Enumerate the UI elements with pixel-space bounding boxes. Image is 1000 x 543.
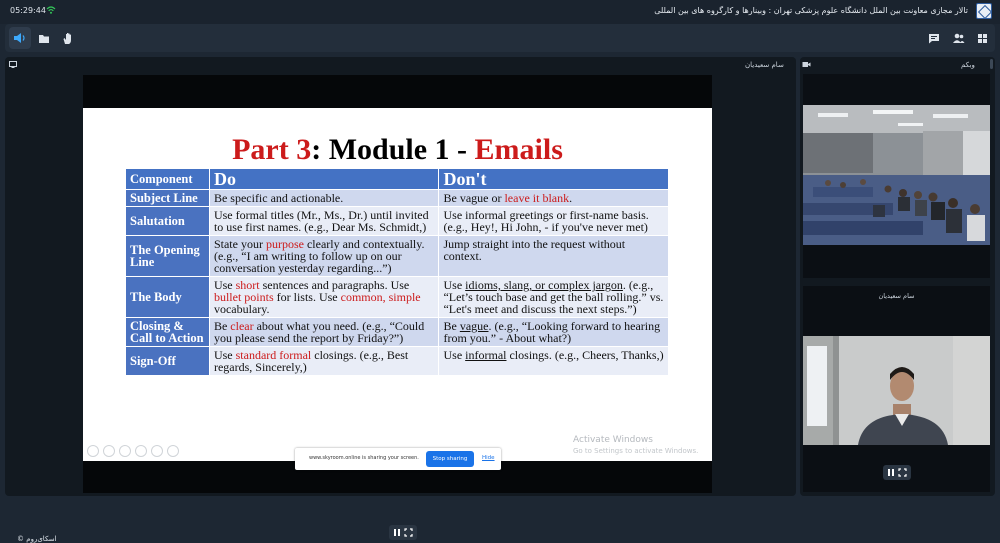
cell-text-segment: Jump straight into the request without context. bbox=[443, 237, 626, 263]
cell-text-segment: idioms, slang, or complex jargon bbox=[465, 278, 623, 292]
table-header-row bbox=[126, 169, 669, 190]
cell-text-segment: vague bbox=[459, 319, 489, 333]
row-do-cell bbox=[209, 207, 439, 236]
cell-text-segment: Use bbox=[213, 278, 236, 292]
screen-share-notification bbox=[295, 448, 501, 470]
email-guidelines-table bbox=[125, 168, 669, 376]
cell-text-segment: for lists. Use bbox=[273, 290, 341, 304]
table-body bbox=[126, 190, 669, 376]
row-component: The Body bbox=[126, 277, 210, 318]
brand-label: © اسکای‌روم bbox=[17, 535, 57, 543]
header-component: Component bbox=[126, 169, 210, 190]
pause-icon[interactable] bbox=[887, 468, 895, 477]
table-row bbox=[126, 236, 669, 277]
cell-text-segment: . (e.g., “Looking forward to hearing from you.” - About what?) bbox=[443, 319, 661, 345]
row-do-cell bbox=[209, 318, 439, 347]
header-dont: Don't bbox=[439, 169, 669, 190]
cell-text-segment: vocabulary. bbox=[213, 302, 270, 316]
room-title: تالار مجازی معاونت بین الملل دانشگاه علوم پزشکی تهران : وبینارها و کارگروه های بین المللی bbox=[654, 6, 968, 15]
presenter-video bbox=[803, 336, 990, 445]
row-do-cell bbox=[209, 190, 439, 207]
header-do: Do bbox=[209, 169, 439, 190]
presenter-name: سام سعیدیان bbox=[745, 61, 784, 69]
cell-text-segment: leave it blank bbox=[504, 191, 570, 205]
presentation-panel-header bbox=[5, 57, 796, 73]
row-do-cell bbox=[209, 236, 439, 277]
table-row bbox=[126, 347, 669, 376]
slides-icon[interactable] bbox=[135, 445, 147, 457]
cell-text-segment: common, simple bbox=[340, 290, 421, 304]
webcam-panel bbox=[800, 57, 995, 496]
cell-text-segment: standard formal bbox=[235, 348, 312, 362]
shared-screen bbox=[83, 75, 712, 493]
cell-text-segment: State your bbox=[213, 237, 266, 251]
speaker-button[interactable] bbox=[9, 27, 31, 49]
cell-text-segment: Be bbox=[443, 319, 460, 333]
pen-icon[interactable] bbox=[119, 445, 131, 457]
panel-menu-icon[interactable] bbox=[990, 59, 993, 69]
hand-icon bbox=[62, 32, 74, 45]
table-row bbox=[126, 277, 669, 318]
connection-icon bbox=[46, 5, 56, 15]
cell-text-segment: Use formal titles (Mr., Ms., Dr.) until invited to use first names. (e.g., Dear Ms. Schmidt,) bbox=[213, 208, 429, 234]
table-row bbox=[126, 207, 669, 236]
more-icon[interactable] bbox=[167, 445, 179, 457]
top-bar bbox=[0, 0, 1000, 24]
fullscreen-icon[interactable] bbox=[898, 468, 907, 477]
cell-text-segment: clearly and contextually. (e.g., “I am writing to follow up on our conversation yesterday regarding...”) bbox=[213, 237, 425, 275]
cell-text-segment: Be vague or bbox=[443, 191, 505, 205]
hide-link[interactable]: Hide bbox=[482, 455, 495, 461]
cell-text-segment: bullet points bbox=[213, 290, 274, 304]
raise-hand-button[interactable] bbox=[57, 27, 79, 49]
activate-windows-title: Activate Windows bbox=[573, 435, 653, 445]
cell-text-segment: Be specific and actionable. bbox=[213, 191, 344, 205]
slide-title bbox=[83, 133, 712, 167]
sharing-message: www.skyroom.online is sharing your screen. bbox=[309, 455, 419, 461]
row-component: Salutation bbox=[126, 207, 210, 236]
row-do-cell bbox=[209, 277, 439, 318]
cell-text-segment: . (e.g., “Let’s touch base and get the ball rolling.” vs. “Let's meet and discuss the next steps.”) bbox=[443, 278, 664, 316]
row-dont-cell bbox=[439, 318, 669, 347]
cell-text-segment: . bbox=[569, 191, 573, 205]
cell-text-segment: Use informal greetings or first-name basis. (e.g., Hey!, Hi John, - if you've never met) bbox=[443, 208, 649, 234]
slide-next-icon[interactable] bbox=[103, 445, 115, 457]
row-dont-cell bbox=[439, 207, 669, 236]
table-row bbox=[126, 318, 669, 347]
webcam-feed-2 bbox=[803, 286, 990, 492]
row-component: Sign-Off bbox=[126, 347, 210, 376]
cell-text-segment: sentences and paragraphs. Use bbox=[259, 278, 410, 292]
presenter-image bbox=[803, 336, 990, 445]
clock-time: 05:29:44 bbox=[10, 6, 46, 15]
cell-text-segment: informal bbox=[465, 348, 507, 362]
cell-text-segment: about what you need. (e.g., “Could you please send the report by Friday?”) bbox=[213, 319, 425, 345]
row-component: The Opening Line bbox=[126, 236, 210, 277]
cell-text-segment: closings. (e.g., Cheers, Thanks,) bbox=[506, 348, 664, 362]
row-component: Closing & Call to Action bbox=[126, 318, 210, 347]
slide-controls bbox=[87, 445, 179, 459]
speaker-icon bbox=[13, 32, 27, 44]
webcam-controls bbox=[883, 465, 911, 480]
lecture-hall-image bbox=[803, 105, 990, 245]
slide-prev-icon[interactable] bbox=[87, 445, 99, 457]
lecture-hall-video bbox=[803, 105, 990, 245]
chat-button[interactable] bbox=[923, 27, 945, 49]
cell-text-segment: purpose bbox=[265, 237, 304, 251]
chat-icon bbox=[928, 33, 940, 44]
fullscreen-icon[interactable] bbox=[404, 528, 413, 537]
pause-icon[interactable] bbox=[393, 528, 401, 537]
cell-text-segment: clear bbox=[230, 319, 254, 333]
grid-icon bbox=[977, 33, 988, 44]
zoom-icon[interactable] bbox=[151, 445, 163, 457]
toolbar bbox=[5, 24, 995, 52]
presentation-panel bbox=[5, 57, 796, 543]
row-dont-cell bbox=[439, 347, 669, 376]
users-button[interactable] bbox=[947, 27, 969, 49]
slide-title-emails: Emails bbox=[474, 133, 563, 166]
slide-title-part: Part 3 bbox=[232, 133, 312, 166]
cell-text-segment: closings. (e.g., Best regards, Sincerely,) bbox=[213, 348, 409, 374]
row-dont-cell bbox=[439, 277, 669, 318]
webcam-panel-title: وبکم bbox=[961, 61, 975, 69]
cell-text-segment: Use bbox=[443, 348, 466, 362]
screen-controls bbox=[389, 525, 417, 540]
row-dont-cell bbox=[439, 190, 669, 207]
camera-icon bbox=[802, 61, 811, 68]
cell-text-segment: short bbox=[235, 278, 260, 292]
stop-sharing-button[interactable]: Stop sharing bbox=[426, 451, 474, 467]
row-component: Subject Line bbox=[126, 190, 210, 207]
university-logo bbox=[976, 3, 992, 19]
row-do-cell bbox=[209, 347, 439, 376]
activate-windows-hint: Go to Settings to activate Windows. bbox=[573, 447, 699, 455]
files-button[interactable] bbox=[33, 27, 55, 49]
users-icon bbox=[952, 33, 965, 44]
folder-icon bbox=[38, 33, 50, 44]
cell-text-segment: Use bbox=[213, 348, 236, 362]
cell-text-segment: Be bbox=[213, 319, 231, 333]
webcam-2-name: سام سعیدیان bbox=[878, 292, 915, 300]
screen-share-icon bbox=[9, 61, 17, 68]
table-row bbox=[126, 190, 669, 207]
layout-button[interactable] bbox=[971, 27, 993, 49]
slide bbox=[83, 108, 712, 461]
webcam-feed-1 bbox=[803, 74, 990, 278]
cell-text-segment: Use bbox=[443, 278, 466, 292]
row-dont-cell bbox=[439, 236, 669, 277]
slide-title-module: : Module 1 - bbox=[311, 133, 475, 166]
